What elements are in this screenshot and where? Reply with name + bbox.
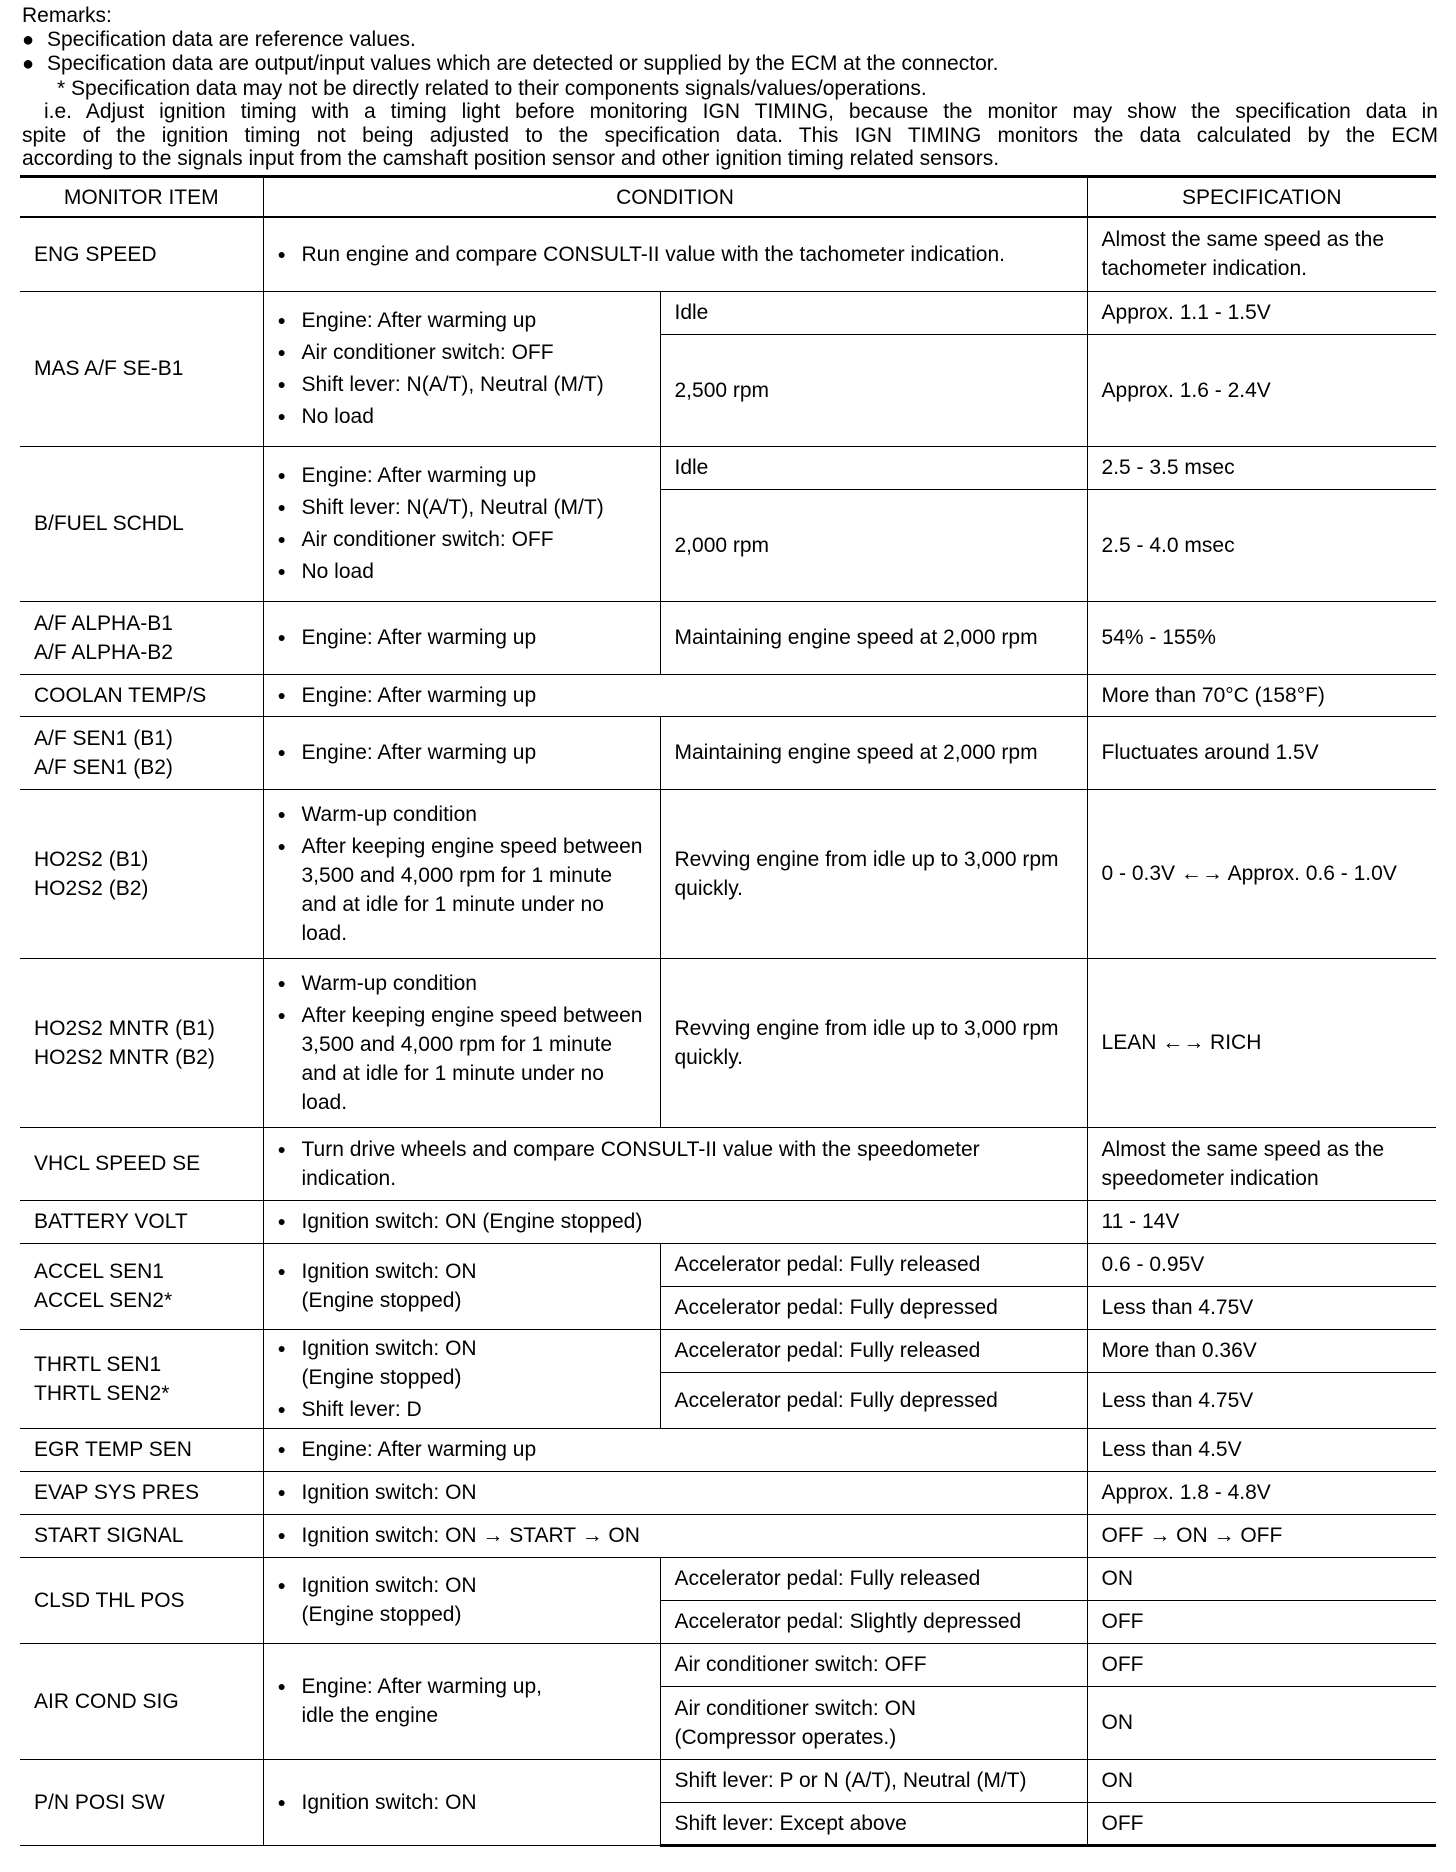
condition-cell	[263, 1243, 660, 1329]
subcondition-cell: Revving engine from idle up to 3,000 rpm quickly.	[660, 958, 1087, 1127]
table-row	[20, 1243, 1436, 1286]
spec-cell: 2.5 - 4.0 msec	[1087, 489, 1436, 601]
subcondition-cell: Maintaining engine speed at 2,000 rpm	[660, 601, 1087, 674]
monitor-item	[20, 1329, 263, 1428]
condition-cell	[263, 674, 1087, 716]
condition-bullet: ● Turn drive wheels and compare CONSULT-II value with the speedometer indication.	[278, 1135, 1073, 1193]
condition-cell	[263, 789, 660, 958]
monitor-item: VHCL SPEED SE	[20, 1127, 263, 1200]
condition-bullet: ● No load	[278, 557, 646, 586]
spec-cell: 0 - 0.3V ←→ Approx. 0.6 - 1.0V	[1087, 789, 1436, 958]
monitor-item: ENG SPEED	[20, 217, 263, 291]
condition-cell	[263, 1200, 1087, 1243]
monitor-item	[20, 716, 263, 789]
remark-ie-line-1-text: i.e. Adjust ignition timing with a timing light before monitoring IGN TIMING, because the monitor may show the specification data in	[44, 100, 1438, 123]
table-row	[20, 217, 1436, 291]
table-row	[20, 958, 1436, 1127]
spec-cell: ON	[1087, 1686, 1436, 1759]
monitor-item: EVAP SYS PRES	[20, 1471, 263, 1514]
condition-bullet: ● Shift lever: D	[278, 1395, 646, 1424]
header-specification: SPECIFICATION	[1087, 177, 1436, 218]
condition-bullet: ● Engine: After warming up	[278, 306, 646, 335]
condition-bullet: ● Engine: After warming up	[278, 461, 646, 490]
monitor-item: BATTERY VOLT	[20, 1200, 263, 1243]
condition-bullet	[278, 1672, 646, 1730]
remarks-title: Remarks:	[22, 4, 112, 27]
condition-bullet: ● Ignition switch: ON	[278, 1478, 1073, 1507]
condition-bullet: ● After keeping engine speed between 3,500 and 4,000 rpm for 1 minute and at idle for 1 minute under no load.	[278, 832, 646, 948]
header-condition: CONDITION	[263, 177, 1087, 218]
subcondition-line: Air conditioner switch: ON	[674, 1696, 917, 1720]
condition-bullet: ● Engine: After warming up	[278, 738, 646, 767]
table-row	[20, 291, 1436, 334]
monitor-item-line: THRTL SEN2*	[34, 1381, 170, 1405]
spec-cell: OFF	[1087, 1643, 1436, 1686]
condition-line: Ignition switch: ON	[301, 1260, 477, 1283]
condition-cell	[263, 1759, 660, 1845]
table-row	[20, 1329, 1436, 1372]
monitor-item-line: HO2S2 (B1)	[34, 847, 149, 871]
condition-line: (Engine stopped)	[301, 1289, 462, 1312]
subcondition-line: (Compressor operates.)	[674, 1725, 897, 1749]
monitor-item-line: A/F ALPHA-B1	[34, 611, 173, 635]
monitor-item-line: THRTL SEN1	[34, 1352, 162, 1376]
spec-cell: Less than 4.75V	[1087, 1286, 1436, 1329]
monitor-item: COOLAN TEMP/S	[20, 674, 263, 716]
spec-cell: Fluctuates around 1.5V	[1087, 716, 1436, 789]
condition-bullet	[278, 1571, 646, 1629]
spec-cell: 2.5 - 3.5 msec	[1087, 446, 1436, 489]
table-row	[20, 1759, 1436, 1802]
spec-cell: Approx. 1.8 - 4.8V	[1087, 1471, 1436, 1514]
subcondition-cell: Accelerator pedal: Fully depressed	[660, 1372, 1087, 1428]
spec-cell: 11 - 14V	[1087, 1200, 1436, 1243]
spec-cell: OFF	[1087, 1802, 1436, 1845]
condition-cell	[263, 958, 660, 1127]
condition-line: idle the engine	[301, 1704, 439, 1727]
remark-note: * Specification data may not be directly related to their components signals/values/operations.	[57, 76, 927, 100]
spec-cell: ON	[1087, 1759, 1436, 1802]
condition-bullet: ● Engine: After warming up	[278, 623, 646, 652]
remark-ie-line-3: according to the signals input from the camshaft position sensor and other ignition timing related sensors.	[22, 147, 1000, 170]
condition-cell	[263, 601, 660, 674]
table-row	[20, 674, 1436, 716]
monitor-item	[20, 601, 263, 674]
monitor-item: B/FUEL SCHDL	[20, 446, 263, 601]
condition-bullet	[278, 1334, 646, 1392]
spec-cell: More than 70°C (158°F)	[1087, 674, 1436, 716]
monitor-item-line: HO2S2 MNTR (B1)	[34, 1016, 215, 1040]
subcondition-cell: Revving engine from idle up to 3,000 rpm quickly.	[660, 789, 1087, 958]
table-row	[20, 1127, 1436, 1200]
remark-ie-line-1	[22, 100, 1438, 124]
table-row	[20, 1428, 1436, 1471]
condition-bullet	[278, 1257, 646, 1315]
condition-bullet: ● After keeping engine speed between 3,500 and 4,000 rpm for 1 minute and at idle for 1 minute under no load.	[278, 1001, 646, 1117]
monitor-item: AIR COND SIG	[20, 1643, 263, 1759]
condition-bullet: ● Ignition switch: ON	[278, 1788, 646, 1817]
table-row	[20, 1200, 1436, 1243]
condition-bullet: ● Engine: After warming up	[278, 1435, 1073, 1464]
condition-cell	[263, 1471, 1087, 1514]
table-row	[20, 1557, 1436, 1600]
monitor-item: START SIGNAL	[20, 1514, 263, 1557]
table-row	[20, 446, 1436, 489]
monitor-item: EGR TEMP SEN	[20, 1428, 263, 1471]
subcondition-cell: Accelerator pedal: Slightly depressed	[660, 1600, 1087, 1643]
condition-bullet: ● Ignition switch: ON (Engine stopped)	[278, 1207, 1073, 1236]
condition-bullet: ● Warm-up condition	[278, 969, 646, 998]
monitor-item-line: A/F SEN1 (B1)	[34, 726, 173, 750]
table-row	[20, 716, 1436, 789]
subcondition-cell: Maintaining engine speed at 2,000 rpm	[660, 716, 1087, 789]
remarks-block	[22, 4, 1438, 171]
monitor-item: CLSD THL POS	[20, 1557, 263, 1643]
monitor-item: MAS A/F SE-B1	[20, 291, 263, 446]
spec-cell: OFF → ON → OFF	[1087, 1514, 1436, 1557]
condition-line: Engine: After warming up,	[301, 1675, 542, 1698]
condition-bullet: ● Warm-up condition	[278, 800, 646, 829]
remark-bullet-2	[22, 52, 1438, 77]
spec-cell: 54% - 155%	[1087, 601, 1436, 674]
table-row	[20, 789, 1436, 958]
remark-ie-line-2	[22, 124, 1438, 148]
monitor-item	[20, 958, 263, 1127]
spec-cell: 0.6 - 0.95V	[1087, 1243, 1436, 1286]
condition-bullet: ● Engine: After warming up	[278, 681, 1073, 710]
subcondition-cell: Accelerator pedal: Fully released	[660, 1329, 1087, 1372]
condition-cell	[263, 1127, 1087, 1200]
spec-cell: Less than 4.5V	[1087, 1428, 1436, 1471]
spec-cell: Approx. 1.6 - 2.4V	[1087, 334, 1436, 446]
table-row	[20, 1643, 1436, 1686]
condition-cell	[263, 716, 660, 789]
condition-bullet: ● Run engine and compare CONSULT-II value with the tachometer indication.	[278, 240, 1073, 269]
subcondition-cell: Shift lever: Except above	[660, 1802, 1087, 1845]
monitor-item	[20, 789, 263, 958]
condition-line: (Engine stopped)	[301, 1365, 462, 1389]
spec-cell: OFF	[1087, 1600, 1436, 1643]
subcondition-cell: 2,500 rpm	[660, 334, 1087, 446]
subcondition-cell: Idle	[660, 291, 1087, 334]
table-header-row	[20, 177, 1436, 218]
condition-cell	[263, 1428, 1087, 1471]
condition-cell	[263, 1643, 660, 1759]
condition-bullet: ● Ignition switch: ON → START → ON	[278, 1521, 1073, 1550]
subcondition-cell: Idle	[660, 446, 1087, 489]
condition-bullet: ● Air conditioner switch: OFF	[278, 525, 646, 554]
remark-bullet-2-text: Specification data are output/input values which are detected or supplied by the ECM at the connector.	[47, 52, 999, 75]
subcondition-cell: Shift lever: P or N (A/T), Neutral (M/T)	[660, 1759, 1087, 1802]
spec-cell: Almost the same speed as the tachometer indication.	[1087, 217, 1436, 291]
subcondition-cell: Air conditioner switch: OFF	[660, 1643, 1087, 1686]
spec-cell: Less than 4.75V	[1087, 1372, 1436, 1428]
condition-line: (Engine stopped)	[301, 1603, 462, 1626]
subcondition-cell: Accelerator pedal: Fully released	[660, 1243, 1087, 1286]
spec-cell: ON	[1087, 1557, 1436, 1600]
table-row	[20, 1471, 1436, 1514]
condition-cell	[263, 1557, 660, 1643]
monitor-item-line: A/F SEN1 (B2)	[34, 755, 173, 779]
monitor-item-line: HO2S2 MNTR (B2)	[34, 1045, 215, 1069]
condition-cell	[263, 446, 660, 601]
spec-cell: Almost the same speed as the speedometer indication	[1087, 1127, 1436, 1200]
subcondition-cell	[660, 1686, 1087, 1759]
subcondition-cell: Accelerator pedal: Fully depressed	[660, 1286, 1087, 1329]
subcondition-cell: 2,000 rpm	[660, 489, 1087, 601]
spec-cell: LEAN ←→ RICH	[1087, 958, 1436, 1127]
monitor-item: P/N POSI SW	[20, 1759, 263, 1845]
condition-line: Ignition switch: ON	[301, 1336, 477, 1360]
spec-cell: More than 0.36V	[1087, 1329, 1436, 1372]
condition-cell	[263, 1329, 660, 1428]
subcondition-cell: Accelerator pedal: Fully released	[660, 1557, 1087, 1600]
condition-bullet: ● No load	[278, 402, 646, 431]
condition-line: Ignition switch: ON	[301, 1574, 477, 1597]
monitor-item-line: ACCEL SEN2*	[34, 1289, 173, 1312]
table-row	[20, 601, 1436, 674]
remark-ie-line-2-text: spite of the ignition timing not being adjusted to the specification data. This IGN TIMING monitors the data calculated by the ECM	[22, 123, 1438, 147]
remark-bullet-1	[22, 28, 1438, 53]
monitor-item-line: A/F ALPHA-B2	[34, 640, 173, 664]
header-monitor-item: MONITOR ITEM	[20, 177, 263, 218]
condition-bullet: ● Shift lever: N(A/T), Neutral (M/T)	[278, 493, 646, 522]
condition-bullet: ● Air conditioner switch: OFF	[278, 338, 646, 367]
condition-bullet: ● Shift lever: N(A/T), Neutral (M/T)	[278, 370, 646, 399]
table-row	[20, 1514, 1436, 1557]
monitor-item-line: ACCEL SEN1	[34, 1260, 164, 1283]
condition-cell	[263, 217, 1087, 291]
remark-bullet-1-text: Specification data are reference values.	[47, 27, 416, 51]
condition-cell	[263, 291, 660, 446]
monitor-item-line: HO2S2 (B2)	[34, 876, 149, 900]
monitor-spec-table	[20, 175, 1436, 1847]
condition-cell	[263, 1514, 1087, 1557]
monitor-item	[20, 1243, 263, 1329]
spec-cell: Approx. 1.1 - 1.5V	[1087, 291, 1436, 334]
